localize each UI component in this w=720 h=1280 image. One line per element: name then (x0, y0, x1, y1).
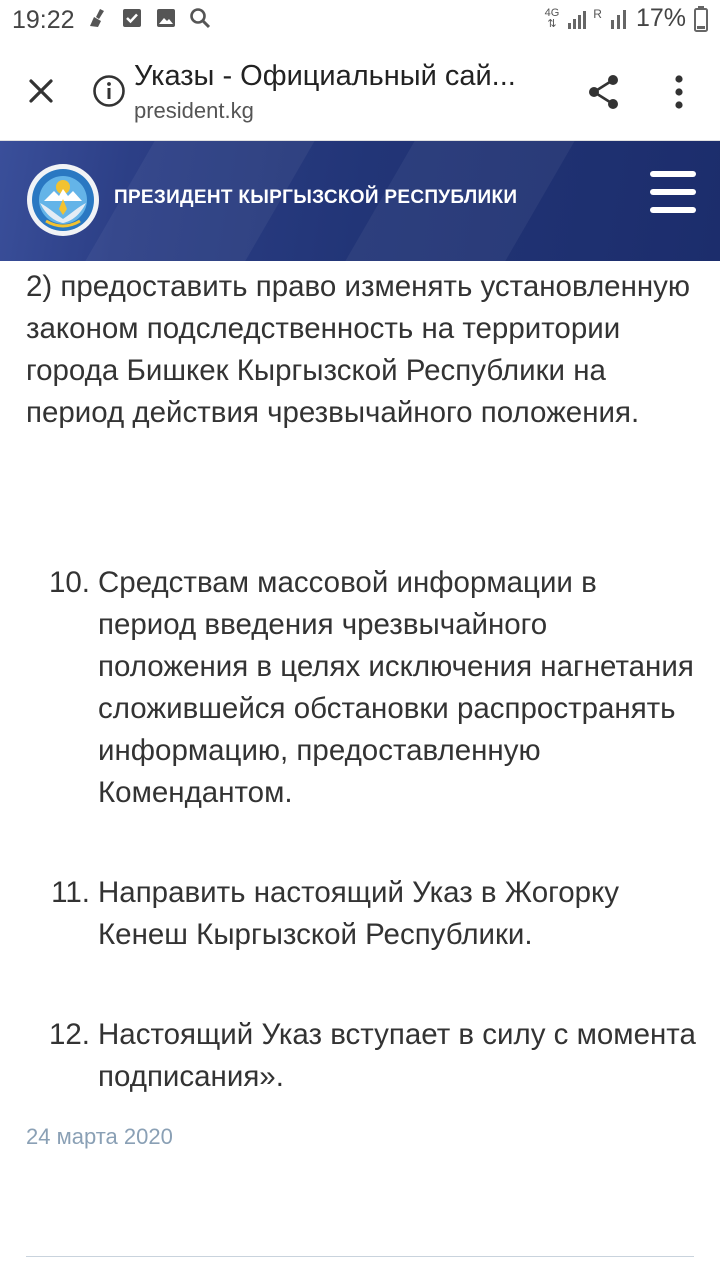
battery-percent: 17% (635, 4, 686, 32)
site-name[interactable]: ПРЕЗИДЕНТ КЫРГЫЗСКОЙ РЕСПУБЛИКИ (114, 187, 518, 208)
article-date: 24 марта 2020 (26, 1124, 173, 1149)
page-url: president.kg (134, 98, 254, 123)
list-item-text: Средствам массовой информации в период введения чрезвычайного положения в целях исключения нагнетания сложившейся обстановки распространять информацию, предоставленную Комендантом. (98, 566, 694, 809)
image-icon (154, 6, 178, 30)
more-vert-icon[interactable] (664, 72, 694, 112)
page-title: Указы - Официальный сай... (134, 60, 516, 92)
emblem-icon[interactable] (26, 163, 100, 237)
roaming-indicator: R (593, 6, 602, 21)
share-icon[interactable] (584, 72, 624, 112)
search-icon (188, 6, 212, 30)
list-item-number: 11. (51, 876, 90, 909)
network-type: 4G ⇅ (544, 6, 560, 30)
info-icon[interactable] (92, 74, 126, 108)
battery-icon (694, 6, 708, 32)
broom-icon (86, 6, 110, 30)
notification-icons (86, 6, 212, 30)
signal-icon (567, 8, 589, 30)
list-item-number: 12. (48, 1018, 90, 1051)
hamburger-menu-icon[interactable] (650, 171, 696, 213)
status-bar (0, 0, 720, 40)
site-header (0, 141, 720, 261)
signal-icon-2 (610, 8, 628, 30)
status-time: 19:22 (12, 6, 75, 34)
browser-toolbar (0, 40, 720, 141)
article-paragraph: 2) предоставить право изменять установленную законом подследственность на территории города Бишкек Кыргызской Республики на период действия чрезвычайного положения. (26, 270, 691, 429)
list-item-text: Настоящий Указ вступает в силу с момента подписания». (98, 1018, 696, 1093)
list-item-number: 10. (48, 566, 90, 599)
list-item-text: Направить настоящий Указ в Жогорку Кенеш Кыргызской Республики. (98, 876, 620, 951)
status-right (545, 4, 708, 33)
close-icon[interactable] (22, 72, 60, 110)
checkbox-icon (120, 6, 144, 30)
divider (26, 1256, 694, 1257)
